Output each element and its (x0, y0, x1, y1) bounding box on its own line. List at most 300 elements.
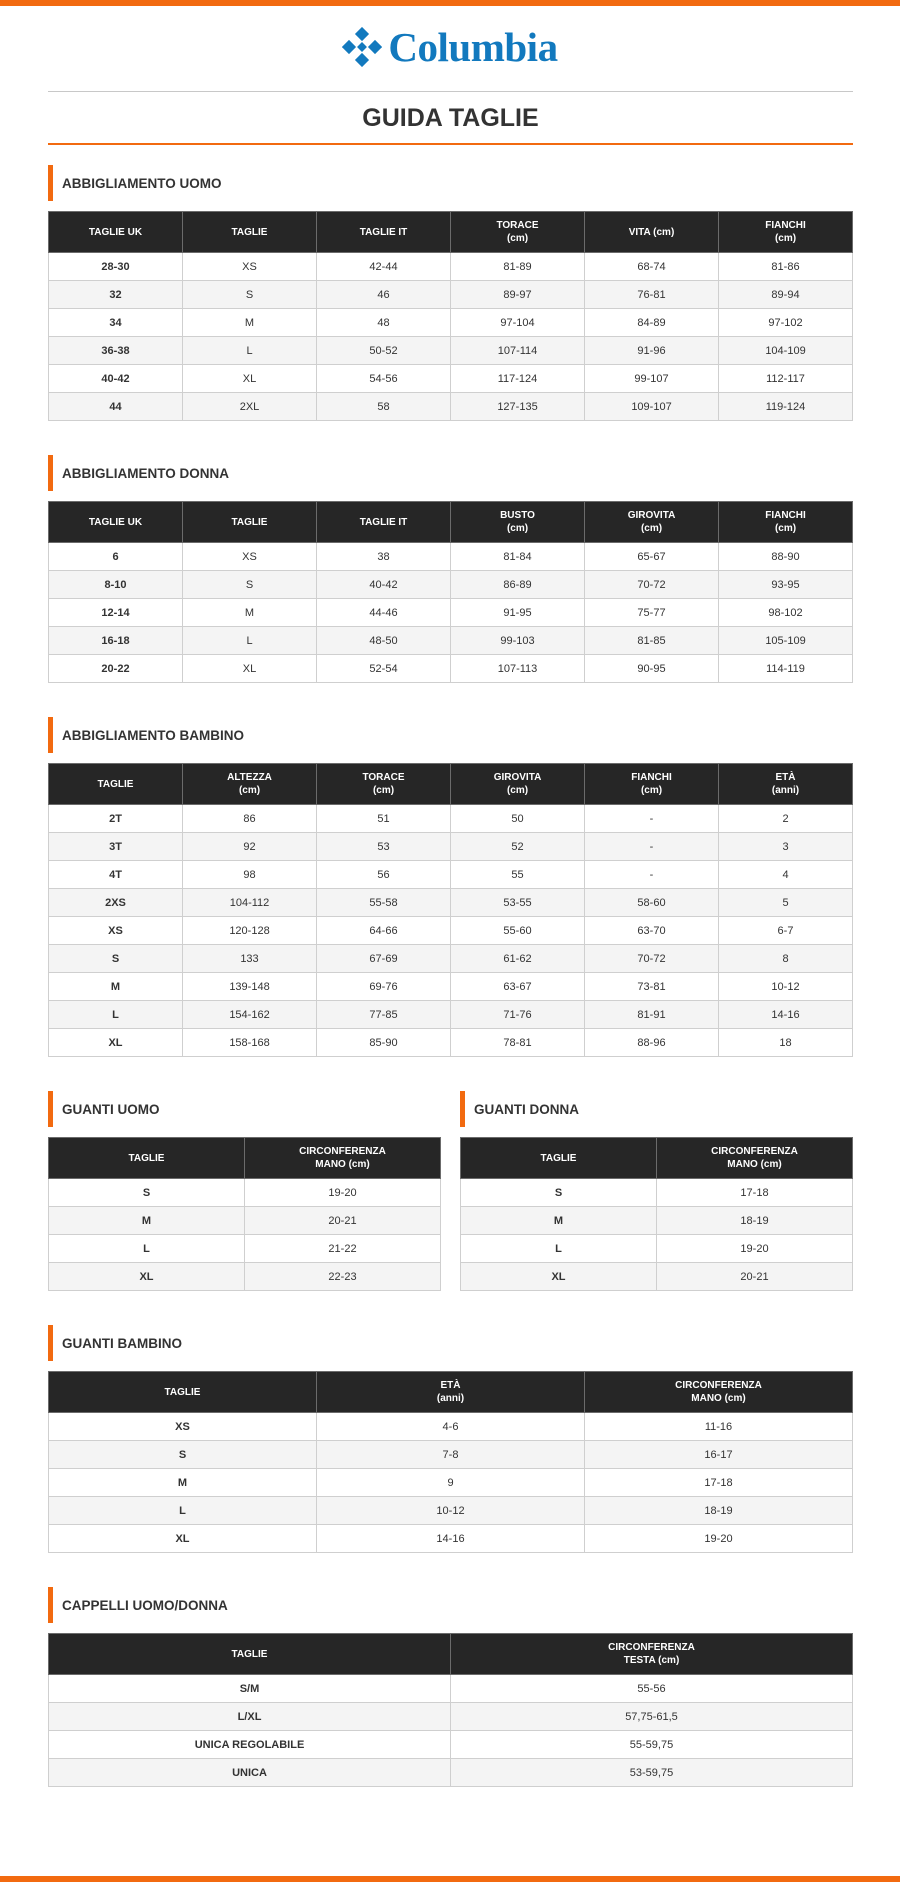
size-label-cell: M (49, 1469, 317, 1497)
size-table (48, 211, 853, 421)
table-row (49, 1235, 441, 1263)
column-header (585, 764, 719, 805)
measure-cell: 48 (317, 309, 451, 337)
column-header (49, 502, 183, 543)
column-header-text: TESTA (cm) (623, 1655, 680, 1666)
measure-cell: 104-109 (719, 337, 853, 365)
column-header-text: VITA (cm) (628, 226, 675, 238)
column-header-text: ETÀ (775, 772, 796, 783)
measure-cell: 91-96 (585, 337, 719, 365)
section-title: ABBIGLIAMENTO DONNA (48, 455, 853, 491)
measure-cell: 20-21 (657, 1263, 853, 1291)
measure-cell: 44-46 (317, 599, 451, 627)
size-table (460, 1137, 853, 1291)
section-title: GUANTI DONNA (460, 1091, 853, 1127)
size-label-cell: 2T (49, 805, 183, 833)
table-row (461, 1263, 853, 1291)
measure-cell: 22-23 (245, 1263, 441, 1291)
measure-cell: XS (183, 253, 317, 281)
measure-cell: 48-50 (317, 627, 451, 655)
table-row (49, 861, 853, 889)
column-header-text: TORACE (362, 772, 405, 783)
measure-cell: L (183, 337, 317, 365)
measure-cell: 89-94 (719, 281, 853, 309)
measure-cell: 53-59,75 (451, 1759, 853, 1787)
header-divider (48, 91, 853, 92)
column-header-text: TAGLIE UK (88, 226, 143, 238)
table-row (49, 1263, 441, 1291)
measure-cell: 2 (719, 805, 853, 833)
column-header (451, 502, 585, 543)
measure-cell: 19-20 (245, 1179, 441, 1207)
table-row (49, 973, 853, 1001)
measure-cell: 17-18 (657, 1179, 853, 1207)
measure-cell: 14-16 (317, 1525, 585, 1553)
measure-cell: 73-81 (585, 973, 719, 1001)
column-header (451, 764, 585, 805)
column-header (49, 1372, 317, 1413)
size-label-cell: 4T (49, 861, 183, 889)
measure-cell: 158-168 (183, 1029, 317, 1057)
measure-cell: 78-81 (451, 1029, 585, 1057)
section-guanti-uomo (48, 1091, 441, 1291)
page-title: GUIDA TAGLIE (362, 104, 539, 132)
column-header-text: (cm) (774, 233, 797, 244)
column-header-text: TAGLIE (231, 1648, 268, 1660)
measure-cell: 65-67 (585, 543, 719, 571)
size-label-cell: 8-10 (49, 571, 183, 599)
column-header (461, 1138, 657, 1179)
size-label-cell: 20-22 (49, 655, 183, 683)
measure-cell: 14-16 (719, 1001, 853, 1029)
measure-cell: 92 (183, 833, 317, 861)
size-label-cell: 16-18 (49, 627, 183, 655)
table-header-row (49, 1372, 853, 1413)
measure-cell: 81-86 (719, 253, 853, 281)
table-row (49, 655, 853, 683)
measure-cell: 7-8 (317, 1441, 585, 1469)
size-label-cell: XL (49, 1263, 245, 1291)
table-row (49, 393, 853, 421)
measure-cell: 91-95 (451, 599, 585, 627)
size-label-cell: 44 (49, 393, 183, 421)
measure-cell: 68-74 (585, 253, 719, 281)
column-header-text: TAGLIE (164, 1386, 201, 1398)
column-header (451, 1634, 853, 1675)
column-header-text: (anni) (436, 1393, 465, 1404)
measure-cell: 54-56 (317, 365, 451, 393)
table-row (49, 571, 853, 599)
section-title: GUANTI UOMO (48, 1091, 441, 1127)
column-header (719, 764, 853, 805)
column-header-text: TAGLIE (540, 1152, 577, 1164)
measure-cell: 38 (317, 543, 451, 571)
measure-cell: 6-7 (719, 917, 853, 945)
measure-cell: 70-72 (585, 571, 719, 599)
table-row (49, 627, 853, 655)
column-header (657, 1138, 853, 1179)
table-row (49, 1001, 853, 1029)
measure-cell: 107-113 (451, 655, 585, 683)
size-label-cell: M (461, 1207, 657, 1235)
section-cappelli-uomo-donna (48, 1587, 853, 1787)
measure-cell: 119-124 (719, 393, 853, 421)
top-accent-bar (0, 0, 900, 6)
measure-cell: M (183, 309, 317, 337)
measure-cell: 97-104 (451, 309, 585, 337)
column-header (49, 1138, 245, 1179)
measure-cell: 75-77 (585, 599, 719, 627)
column-header (585, 1372, 853, 1413)
measure-cell: 99-107 (585, 365, 719, 393)
column-header-text: CIRCONFERENZA (675, 1380, 762, 1391)
column-header (183, 502, 317, 543)
measure-cell: 81-85 (585, 627, 719, 655)
column-header (585, 212, 719, 253)
size-table (48, 1633, 853, 1787)
column-header-text: TAGLIE IT (359, 226, 408, 238)
column-header (585, 502, 719, 543)
measure-cell: 53-55 (451, 889, 585, 917)
measure-cell: 133 (183, 945, 317, 973)
column-header-text: BUSTO (500, 510, 535, 521)
measure-cell: 154-162 (183, 1001, 317, 1029)
size-label-cell: L/XL (49, 1703, 451, 1731)
measure-cell: 107-114 (451, 337, 585, 365)
column-header-text: GIROVITA (493, 772, 542, 783)
measure-cell: 5 (719, 889, 853, 917)
measure-cell: 63-70 (585, 917, 719, 945)
size-label-cell: L (461, 1235, 657, 1263)
measure-cell: S (183, 281, 317, 309)
column-header (317, 1372, 585, 1413)
table-row (49, 365, 853, 393)
column-header-text: (cm) (238, 785, 261, 796)
measure-cell: 105-109 (719, 627, 853, 655)
size-label-cell: 3T (49, 833, 183, 861)
column-header (245, 1138, 441, 1179)
column-header-text: (cm) (774, 523, 797, 534)
table-header-row (49, 212, 853, 253)
column-header (317, 502, 451, 543)
measure-cell: 112-117 (719, 365, 853, 393)
size-label-cell: L (49, 1001, 183, 1029)
measure-cell: 117-124 (451, 365, 585, 393)
table-row (49, 309, 853, 337)
measure-cell: 18 (719, 1029, 853, 1057)
table-row (49, 1497, 853, 1525)
measure-cell: 9 (317, 1469, 585, 1497)
measure-cell: 4-6 (317, 1413, 585, 1441)
column-header-text: (cm) (506, 785, 529, 796)
column-header-text: ETÀ (440, 1380, 461, 1391)
measure-cell: 109-107 (585, 393, 719, 421)
size-label-cell: XS (49, 917, 183, 945)
measure-cell: 89-97 (451, 281, 585, 309)
table-header-row (461, 1138, 853, 1179)
size-label-cell: S (49, 945, 183, 973)
measure-cell: 114-119 (719, 655, 853, 683)
measure-cell: 50 (451, 805, 585, 833)
measure-cell: 84-89 (585, 309, 719, 337)
table-row (49, 1703, 853, 1731)
measure-cell: 93-95 (719, 571, 853, 599)
table-row (49, 1207, 441, 1235)
measure-cell: 8 (719, 945, 853, 973)
measure-cell: 18-19 (657, 1207, 853, 1235)
table-row (49, 889, 853, 917)
measure-cell: 86-89 (451, 571, 585, 599)
measure-cell: XL (183, 365, 317, 393)
table-row (49, 1731, 853, 1759)
measure-cell: 69-76 (317, 973, 451, 1001)
section-title: CAPPELLI UOMO/DONNA (48, 1587, 853, 1623)
measure-cell: 71-76 (451, 1001, 585, 1029)
size-label-cell: UNICA (49, 1759, 451, 1787)
title-underline (48, 143, 853, 145)
measure-cell: 40-42 (317, 571, 451, 599)
measure-cell: XS (183, 543, 317, 571)
section-title: ABBIGLIAMENTO UOMO (48, 165, 853, 201)
size-label-cell: S (461, 1179, 657, 1207)
column-header (719, 502, 853, 543)
measure-cell: 19-20 (585, 1525, 853, 1553)
measure-cell: 58 (317, 393, 451, 421)
size-label-cell: M (49, 973, 183, 1001)
measure-cell: - (585, 833, 719, 861)
column-header-text: GIROVITA (627, 510, 676, 521)
columbia-diamond-logo-icon (342, 27, 382, 67)
section-abbigliamento-uomo (48, 165, 853, 421)
measure-cell: M (183, 599, 317, 627)
column-header-text: FIANCHI (765, 220, 806, 231)
column-header-text: (cm) (640, 785, 663, 796)
table-row (49, 1469, 853, 1497)
column-header-text: TAGLIE (128, 1152, 165, 1164)
column-header-text: ALTEZZA (227, 772, 272, 783)
column-header (317, 212, 451, 253)
table-row (49, 599, 853, 627)
measure-cell: 70-72 (585, 945, 719, 973)
table-row (49, 253, 853, 281)
table-row (49, 543, 853, 571)
size-label-cell: L (49, 1497, 317, 1525)
size-label-cell: 40-42 (49, 365, 183, 393)
size-label-cell: S (49, 1179, 245, 1207)
column-header-text: TAGLIE (231, 226, 268, 238)
column-header (49, 212, 183, 253)
column-header-text: (cm) (640, 523, 663, 534)
table-row (461, 1207, 853, 1235)
column-header-text: CIRCONFERENZA (299, 1146, 386, 1157)
measure-cell: 139-148 (183, 973, 317, 1001)
size-label-cell: XL (49, 1029, 183, 1057)
bottom-accent-bar (0, 1876, 900, 1882)
column-header-text: TAGLIE (231, 516, 268, 528)
measure-cell: 88-96 (585, 1029, 719, 1057)
measure-cell: 2XL (183, 393, 317, 421)
table-header-row (49, 502, 853, 543)
column-header-text: MANO (cm) (727, 1159, 782, 1170)
measure-cell: 4 (719, 861, 853, 889)
measure-cell: 52-54 (317, 655, 451, 683)
measure-cell: 58-60 (585, 889, 719, 917)
measure-cell: L (183, 627, 317, 655)
measure-cell: 85-90 (317, 1029, 451, 1057)
column-header-text: CIRCONFERENZA (608, 1642, 695, 1653)
section-title: GUANTI BAMBINO (48, 1325, 853, 1361)
size-label-cell: S (49, 1441, 317, 1469)
column-header (451, 212, 585, 253)
table-row (49, 833, 853, 861)
column-header-text: MANO (cm) (691, 1393, 746, 1404)
measure-cell: 3 (719, 833, 853, 861)
column-header-text: (cm) (372, 785, 395, 796)
size-label-cell: M (49, 1207, 245, 1235)
measure-cell: 50-52 (317, 337, 451, 365)
table-header-row (49, 764, 853, 805)
measure-cell: 67-69 (317, 945, 451, 973)
table-row (49, 917, 853, 945)
brand-logo[interactable] (0, 22, 900, 72)
measure-cell: 42-44 (317, 253, 451, 281)
size-label-cell: 2XS (49, 889, 183, 917)
column-header-text: (cm) (506, 233, 529, 244)
column-header-text: (anni) (771, 785, 800, 796)
table-row (49, 281, 853, 309)
size-label-cell: UNICA REGOLABILE (49, 1731, 451, 1759)
measure-cell: 46 (317, 281, 451, 309)
table-row (49, 1179, 441, 1207)
table-row (461, 1235, 853, 1263)
column-header-text: TORACE (496, 220, 539, 231)
size-label-cell: S/M (49, 1675, 451, 1703)
column-header (49, 764, 183, 805)
measure-cell: 56 (317, 861, 451, 889)
measure-cell: XL (183, 655, 317, 683)
column-header-text: TAGLIE UK (88, 516, 143, 528)
table-header-row (49, 1634, 853, 1675)
section-abbigliamento-bambino (48, 717, 853, 1057)
measure-cell: 10-12 (719, 973, 853, 1001)
size-table (48, 501, 853, 683)
column-header (183, 764, 317, 805)
size-label-cell: 12-14 (49, 599, 183, 627)
measure-cell: 98 (183, 861, 317, 889)
measure-cell: - (585, 805, 719, 833)
size-label-cell: XL (461, 1263, 657, 1291)
table-row (49, 1525, 853, 1553)
measure-cell: 57,75-61,5 (451, 1703, 853, 1731)
measure-cell: 17-18 (585, 1469, 853, 1497)
table-row (461, 1179, 853, 1207)
column-header-text: CIRCONFERENZA (711, 1146, 798, 1157)
measure-cell: 61-62 (451, 945, 585, 973)
measure-cell: 52 (451, 833, 585, 861)
size-label-cell: 34 (49, 309, 183, 337)
measure-cell: 81-91 (585, 1001, 719, 1029)
measure-cell: 18-19 (585, 1497, 853, 1525)
measure-cell: - (585, 861, 719, 889)
column-header (49, 1634, 451, 1675)
section-guanti-bambino (48, 1325, 853, 1553)
table-row (49, 1029, 853, 1057)
measure-cell: 16-17 (585, 1441, 853, 1469)
size-label-cell: L (49, 1235, 245, 1263)
size-table (48, 1137, 441, 1291)
measure-cell: 97-102 (719, 309, 853, 337)
column-header-text: TAGLIE (97, 778, 134, 790)
section-abbigliamento-donna (48, 455, 853, 683)
size-table (48, 1371, 853, 1553)
table-row (49, 945, 853, 973)
column-header (317, 764, 451, 805)
measure-cell: 98-102 (719, 599, 853, 627)
measure-cell: 104-112 (183, 889, 317, 917)
measure-cell: S (183, 571, 317, 599)
column-header (183, 212, 317, 253)
measure-cell: 86 (183, 805, 317, 833)
measure-cell: 64-66 (317, 917, 451, 945)
column-header-text: FIANCHI (631, 772, 672, 783)
table-row (49, 1441, 853, 1469)
measure-cell: 90-95 (585, 655, 719, 683)
measure-cell: 55-58 (317, 889, 451, 917)
measure-cell: 55-56 (451, 1675, 853, 1703)
measure-cell: 77-85 (317, 1001, 451, 1029)
table-row (49, 805, 853, 833)
measure-cell: 55-59,75 (451, 1731, 853, 1759)
brand-name: Columbia (388, 24, 558, 70)
measure-cell: 19-20 (657, 1235, 853, 1263)
measure-cell: 53 (317, 833, 451, 861)
size-label-cell: 32 (49, 281, 183, 309)
measure-cell: 20-21 (245, 1207, 441, 1235)
measure-cell: 55-60 (451, 917, 585, 945)
table-row (49, 1675, 853, 1703)
column-header-text: FIANCHI (765, 510, 806, 521)
size-label-cell: XS (49, 1413, 317, 1441)
section-guanti-donna (460, 1091, 853, 1291)
measure-cell: 81-84 (451, 543, 585, 571)
size-label-cell: 6 (49, 543, 183, 571)
size-label-cell: 28-30 (49, 253, 183, 281)
measure-cell: 55 (451, 861, 585, 889)
column-header (719, 212, 853, 253)
measure-cell: 81-89 (451, 253, 585, 281)
section-title: ABBIGLIAMENTO BAMBINO (48, 717, 853, 753)
measure-cell: 99-103 (451, 627, 585, 655)
measure-cell: 21-22 (245, 1235, 441, 1263)
size-label-cell: 36-38 (49, 337, 183, 365)
table-header-row (49, 1138, 441, 1179)
column-header-text: TAGLIE IT (359, 516, 408, 528)
measure-cell: 88-90 (719, 543, 853, 571)
measure-cell: 11-16 (585, 1413, 853, 1441)
column-header-text: (cm) (506, 523, 529, 534)
table-row (49, 1759, 853, 1787)
measure-cell: 120-128 (183, 917, 317, 945)
measure-cell: 10-12 (317, 1497, 585, 1525)
measure-cell: 63-67 (451, 973, 585, 1001)
table-row (49, 337, 853, 365)
column-header-text: MANO (cm) (315, 1159, 370, 1170)
table-row (49, 1413, 853, 1441)
size-table (48, 763, 853, 1057)
measure-cell: 127-135 (451, 393, 585, 421)
size-label-cell: XL (49, 1525, 317, 1553)
measure-cell: 51 (317, 805, 451, 833)
